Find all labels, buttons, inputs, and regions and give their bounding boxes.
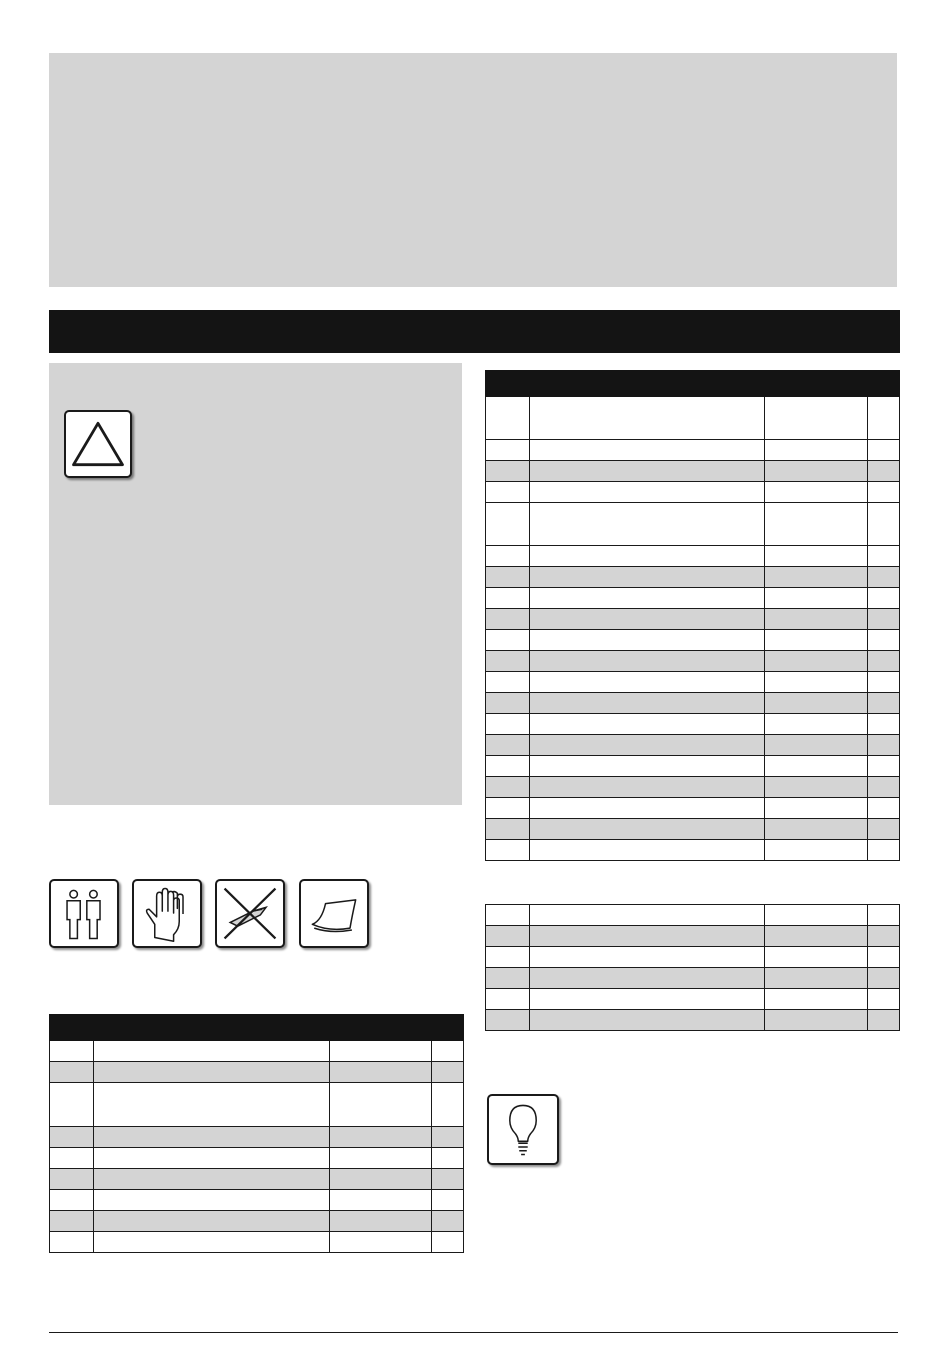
table-row	[486, 567, 900, 588]
row-description	[94, 1148, 330, 1169]
row-number	[486, 840, 530, 861]
row-description	[530, 947, 765, 968]
table-row	[50, 1169, 464, 1190]
row-quantity	[868, 672, 900, 693]
row-quantity	[868, 756, 900, 777]
table-row	[486, 756, 900, 777]
row-number	[50, 1148, 94, 1169]
table-header-row	[50, 1015, 464, 1041]
row-number	[50, 1232, 94, 1253]
row-code	[765, 651, 868, 672]
row-quantity	[868, 735, 900, 756]
row-quantity	[868, 819, 900, 840]
row-quantity	[868, 777, 900, 798]
row-quantity	[868, 905, 900, 926]
row-number	[486, 1010, 530, 1031]
row-quantity	[868, 440, 900, 461]
row-quantity	[868, 567, 900, 588]
row-description	[530, 461, 765, 482]
row-number	[486, 397, 530, 440]
row-code	[765, 461, 868, 482]
table-row	[50, 1148, 464, 1169]
row-number	[486, 482, 530, 503]
table-row	[50, 1083, 464, 1127]
row-code	[765, 926, 868, 947]
parts-table-left	[49, 1014, 464, 1253]
row-quantity	[868, 482, 900, 503]
row-description	[530, 567, 765, 588]
table-row	[50, 1190, 464, 1211]
row-quantity	[868, 989, 900, 1010]
table-row	[50, 1062, 464, 1083]
row-number	[486, 968, 530, 989]
row-quantity	[432, 1148, 464, 1169]
row-quantity	[432, 1232, 464, 1253]
row-code	[330, 1232, 432, 1253]
row-code	[765, 819, 868, 840]
row-description	[94, 1211, 330, 1232]
warning-triangle-icon	[64, 410, 132, 478]
row-description	[530, 756, 765, 777]
row-quantity	[432, 1062, 464, 1083]
row-code	[330, 1190, 432, 1211]
table-row	[50, 1232, 464, 1253]
row-quantity	[868, 926, 900, 947]
lightbulb-icon	[487, 1094, 559, 1165]
table-row	[486, 693, 900, 714]
row-code	[330, 1127, 432, 1148]
row-number	[50, 1211, 94, 1232]
row-number	[486, 819, 530, 840]
row-code	[765, 588, 868, 609]
row-code	[765, 840, 868, 861]
row-number	[486, 926, 530, 947]
row-description	[94, 1127, 330, 1148]
row-description	[530, 968, 765, 989]
row-number	[486, 588, 530, 609]
table-row	[486, 968, 900, 989]
row-description	[530, 989, 765, 1010]
header-description	[530, 371, 765, 397]
row-description	[530, 905, 765, 926]
row-code	[330, 1148, 432, 1169]
header-code	[330, 1015, 432, 1041]
table-row	[486, 630, 900, 651]
row-quantity	[432, 1083, 464, 1127]
row-description	[530, 1010, 765, 1031]
section-title-bar	[49, 310, 900, 353]
table-row	[486, 503, 900, 546]
row-number	[50, 1127, 94, 1148]
table-row	[486, 397, 900, 440]
table-row	[486, 905, 900, 926]
row-code	[765, 777, 868, 798]
row-code	[765, 693, 868, 714]
gloves-icon	[132, 879, 202, 948]
header-number	[50, 1015, 94, 1041]
table-row	[486, 840, 900, 861]
row-quantity	[868, 588, 900, 609]
row-code	[765, 482, 868, 503]
row-description	[530, 440, 765, 461]
row-number	[486, 798, 530, 819]
row-description	[530, 397, 765, 440]
row-description	[530, 609, 765, 630]
row-number	[486, 567, 530, 588]
row-number	[486, 714, 530, 735]
table-row	[486, 819, 900, 840]
row-code	[765, 672, 868, 693]
row-quantity	[868, 503, 900, 546]
row-quantity	[868, 546, 900, 567]
row-quantity	[868, 840, 900, 861]
row-number	[486, 693, 530, 714]
row-quantity	[868, 397, 900, 440]
footer-rule	[49, 1332, 898, 1333]
row-quantity	[868, 968, 900, 989]
row-description	[94, 1232, 330, 1253]
row-code	[765, 440, 868, 461]
table-row	[486, 588, 900, 609]
row-number	[50, 1083, 94, 1127]
row-description	[530, 819, 765, 840]
row-code	[765, 609, 868, 630]
row-number	[486, 503, 530, 546]
row-code	[765, 1010, 868, 1031]
row-number	[486, 440, 530, 461]
row-quantity	[432, 1127, 464, 1148]
row-code	[330, 1041, 432, 1062]
row-number	[50, 1041, 94, 1062]
row-code	[765, 989, 868, 1010]
row-description	[530, 630, 765, 651]
row-description	[530, 651, 765, 672]
row-code	[765, 735, 868, 756]
row-number	[486, 461, 530, 482]
header-banner	[49, 53, 897, 287]
row-description	[94, 1062, 330, 1083]
row-description	[530, 714, 765, 735]
table-row	[486, 482, 900, 503]
row-quantity	[868, 461, 900, 482]
row-quantity	[432, 1041, 464, 1062]
table-row	[50, 1211, 464, 1232]
row-code	[765, 905, 868, 926]
row-quantity	[868, 947, 900, 968]
header-quantity	[868, 371, 900, 397]
row-description	[530, 693, 765, 714]
row-description	[530, 840, 765, 861]
row-number	[50, 1169, 94, 1190]
row-number	[486, 651, 530, 672]
table-row	[486, 672, 900, 693]
row-code	[330, 1062, 432, 1083]
table-row	[486, 798, 900, 819]
protective-sheet-icon	[299, 879, 369, 948]
row-number	[50, 1062, 94, 1083]
table-row	[486, 714, 900, 735]
header-code	[765, 371, 868, 397]
row-quantity	[868, 651, 900, 672]
row-description	[94, 1083, 330, 1127]
table-row	[486, 546, 900, 567]
row-number	[486, 777, 530, 798]
row-description	[530, 798, 765, 819]
table-row	[486, 777, 900, 798]
row-description	[530, 777, 765, 798]
row-code	[765, 630, 868, 651]
row-code	[765, 503, 868, 546]
table-row	[486, 735, 900, 756]
no-knife-icon	[215, 879, 285, 948]
row-quantity	[868, 630, 900, 651]
fittings-table	[485, 904, 900, 1031]
row-code	[765, 567, 868, 588]
header-description	[94, 1015, 330, 1041]
row-number	[486, 630, 530, 651]
table-row	[486, 926, 900, 947]
row-quantity	[868, 714, 900, 735]
table-row	[486, 947, 900, 968]
row-code	[765, 968, 868, 989]
row-number	[50, 1190, 94, 1211]
row-code	[765, 798, 868, 819]
row-description	[530, 546, 765, 567]
row-description	[94, 1190, 330, 1211]
row-quantity	[868, 798, 900, 819]
row-description	[94, 1041, 330, 1062]
parts-table-right	[485, 370, 900, 861]
row-description	[530, 503, 765, 546]
row-code	[765, 546, 868, 567]
row-code	[765, 756, 868, 777]
table-row	[486, 461, 900, 482]
table-row	[50, 1127, 464, 1148]
row-description	[530, 482, 765, 503]
row-description	[530, 672, 765, 693]
table-header-row	[486, 371, 900, 397]
row-number	[486, 989, 530, 1010]
row-quantity	[868, 693, 900, 714]
row-quantity	[432, 1169, 464, 1190]
row-code	[330, 1211, 432, 1232]
row-number	[486, 947, 530, 968]
row-description	[530, 926, 765, 947]
row-description	[530, 588, 765, 609]
table-row	[486, 609, 900, 630]
header-number	[486, 371, 530, 397]
header-quantity	[432, 1015, 464, 1041]
section-title	[49, 321, 61, 341]
row-number	[486, 905, 530, 926]
row-quantity	[432, 1190, 464, 1211]
row-code	[765, 397, 868, 440]
row-number	[486, 546, 530, 567]
row-quantity	[432, 1211, 464, 1232]
row-code	[330, 1083, 432, 1127]
row-number	[486, 609, 530, 630]
table-row	[486, 1010, 900, 1031]
row-code	[330, 1169, 432, 1190]
table-row	[486, 651, 900, 672]
row-quantity	[868, 609, 900, 630]
row-number	[486, 735, 530, 756]
two-person-icon	[49, 879, 119, 948]
row-code	[765, 947, 868, 968]
table-row	[50, 1041, 464, 1062]
row-number	[486, 672, 530, 693]
row-description	[94, 1169, 330, 1190]
row-number	[486, 756, 530, 777]
row-quantity	[868, 1010, 900, 1031]
table-row	[486, 989, 900, 1010]
table-row	[486, 440, 900, 461]
row-description	[530, 735, 765, 756]
row-code	[765, 714, 868, 735]
